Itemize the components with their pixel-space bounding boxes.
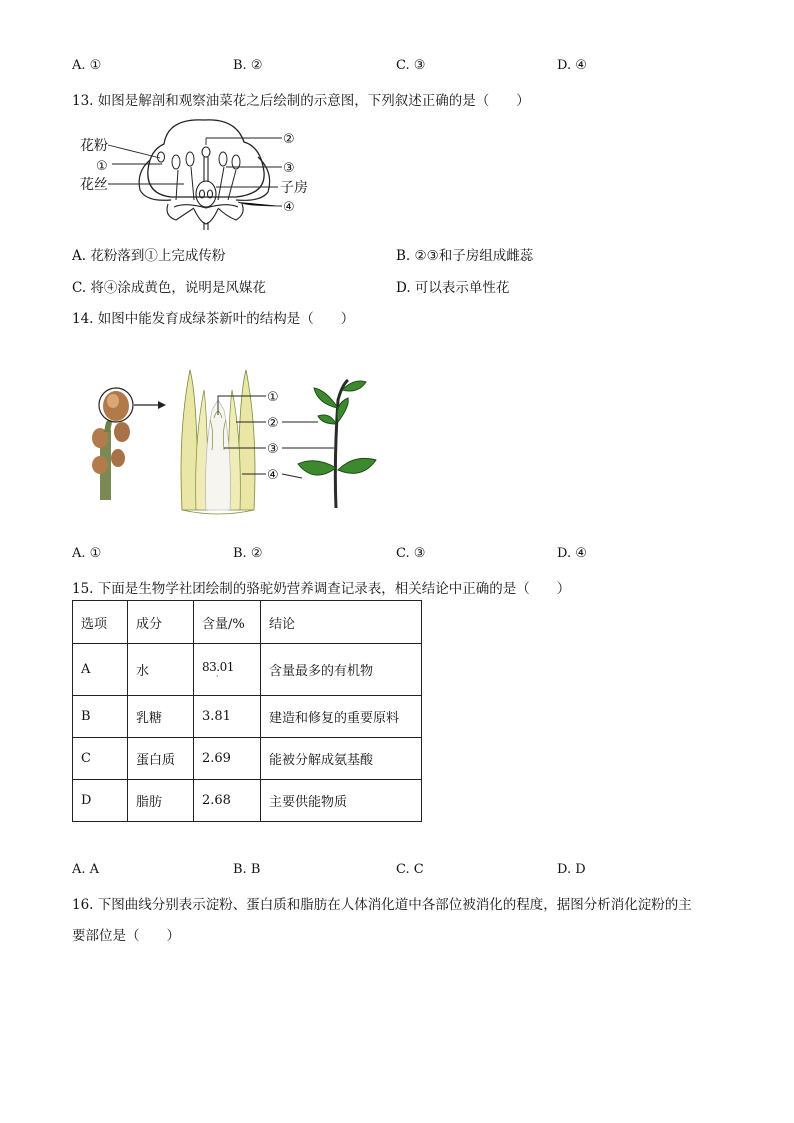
row-a-value: 83.01 — [202, 659, 234, 674]
table-cell: A — [73, 644, 128, 696]
shoot-icon — [298, 380, 376, 508]
table-cell: 建造和修复的重要原料 — [261, 696, 422, 738]
q12-option-d: D. ④ — [557, 58, 587, 73]
q12-option-b: B. ② — [233, 58, 263, 73]
table-header-cell: 成分 — [128, 601, 194, 644]
table-header-cell: 选项 — [73, 601, 128, 644]
q15-stem: 15. 下面是生物学社团绘制的骆驼奶营养调查记录表，相关结论中正确的是（ ） — [72, 581, 571, 597]
label-n1: ① — [96, 159, 108, 174]
table-cell: 3.81 — [194, 696, 261, 738]
label-pollen: 花粉 — [80, 138, 108, 154]
q16-stem-line2: 要部位是（ ） — [72, 928, 180, 944]
q13-stem: 13. 如图是解剖和观察油菜花之后绘制的示意图，下列叙述正确的是（ ） — [72, 93, 530, 109]
table-row — [73, 644, 422, 696]
q13-option-a: A. 花粉落到①上完成传粉 — [72, 248, 226, 264]
table-cell: 能被分解成氨基酸 — [261, 738, 422, 780]
bud-label-3: ③ — [267, 442, 279, 457]
nutrition-table — [72, 600, 422, 822]
row-a-dot: · — [216, 671, 219, 681]
q15-option-d: D. D — [557, 862, 586, 877]
table-row — [73, 696, 422, 738]
q12-option-a: A. ① — [72, 58, 102, 73]
bud-diagram — [86, 360, 386, 520]
q13-option-d: D. 可以表示单性花 — [396, 280, 510, 296]
q16-stem-line1: 16. 下图曲线分别表示淀粉、蛋白质和脂肪在人体消化道中各部位被消化的程度，据图分析消化淀粉的主 — [72, 897, 692, 913]
table-cell: 脂肪 — [128, 780, 194, 822]
bud-label-1: ① — [267, 390, 279, 405]
table-cell — [194, 644, 261, 696]
q14-option-c: C. ③ — [396, 546, 426, 561]
q13-option-b: B. ②③和子房组成雌蕊 — [396, 248, 534, 264]
label-n4: ④ — [283, 200, 295, 215]
table-cell: 水 — [128, 644, 194, 696]
q15-option-c: C. C — [396, 862, 424, 877]
q14-option-d: D. ④ — [557, 546, 587, 561]
q15-option-b: B. B — [233, 862, 261, 877]
q14-option-b: B. ② — [233, 546, 263, 561]
label-n2: ② — [283, 132, 295, 147]
table-cell: 蛋白质 — [128, 738, 194, 780]
label-n3: ③ — [283, 161, 295, 176]
bud-label-4: ④ — [267, 468, 279, 483]
q13-option-c: C. 将④涂成黄色，说明是风媒花 — [72, 280, 266, 296]
table-cell: 2.68 — [194, 780, 261, 822]
q15-option-a: A. A — [72, 862, 100, 877]
q14-stem: 14. 如图中能发育成绿茶新叶的结构是（ ） — [72, 311, 355, 327]
table-cell: B — [73, 696, 128, 738]
q12-option-c: C. ③ — [396, 58, 426, 73]
table-cell: D — [73, 780, 128, 822]
table-cell: C — [73, 738, 128, 780]
label-ovary: 子房 — [280, 180, 308, 196]
table-cell: 含量最多的有机物 — [261, 644, 422, 696]
table-header-cell: 结论 — [261, 601, 422, 644]
q14-option-a: A. ① — [72, 546, 102, 561]
table-row — [73, 780, 422, 822]
table-header-cell: 含量/% — [194, 601, 261, 644]
table-cell: 主要供能物质 — [261, 780, 422, 822]
table-row — [73, 738, 422, 780]
flower-diagram — [76, 112, 326, 232]
table-header-row — [73, 601, 422, 644]
bud-label-2: ② — [267, 416, 279, 431]
table-cell: 2.69 — [194, 738, 261, 780]
label-filament: 花丝 — [80, 177, 108, 193]
table-cell: 乳糖 — [128, 696, 194, 738]
